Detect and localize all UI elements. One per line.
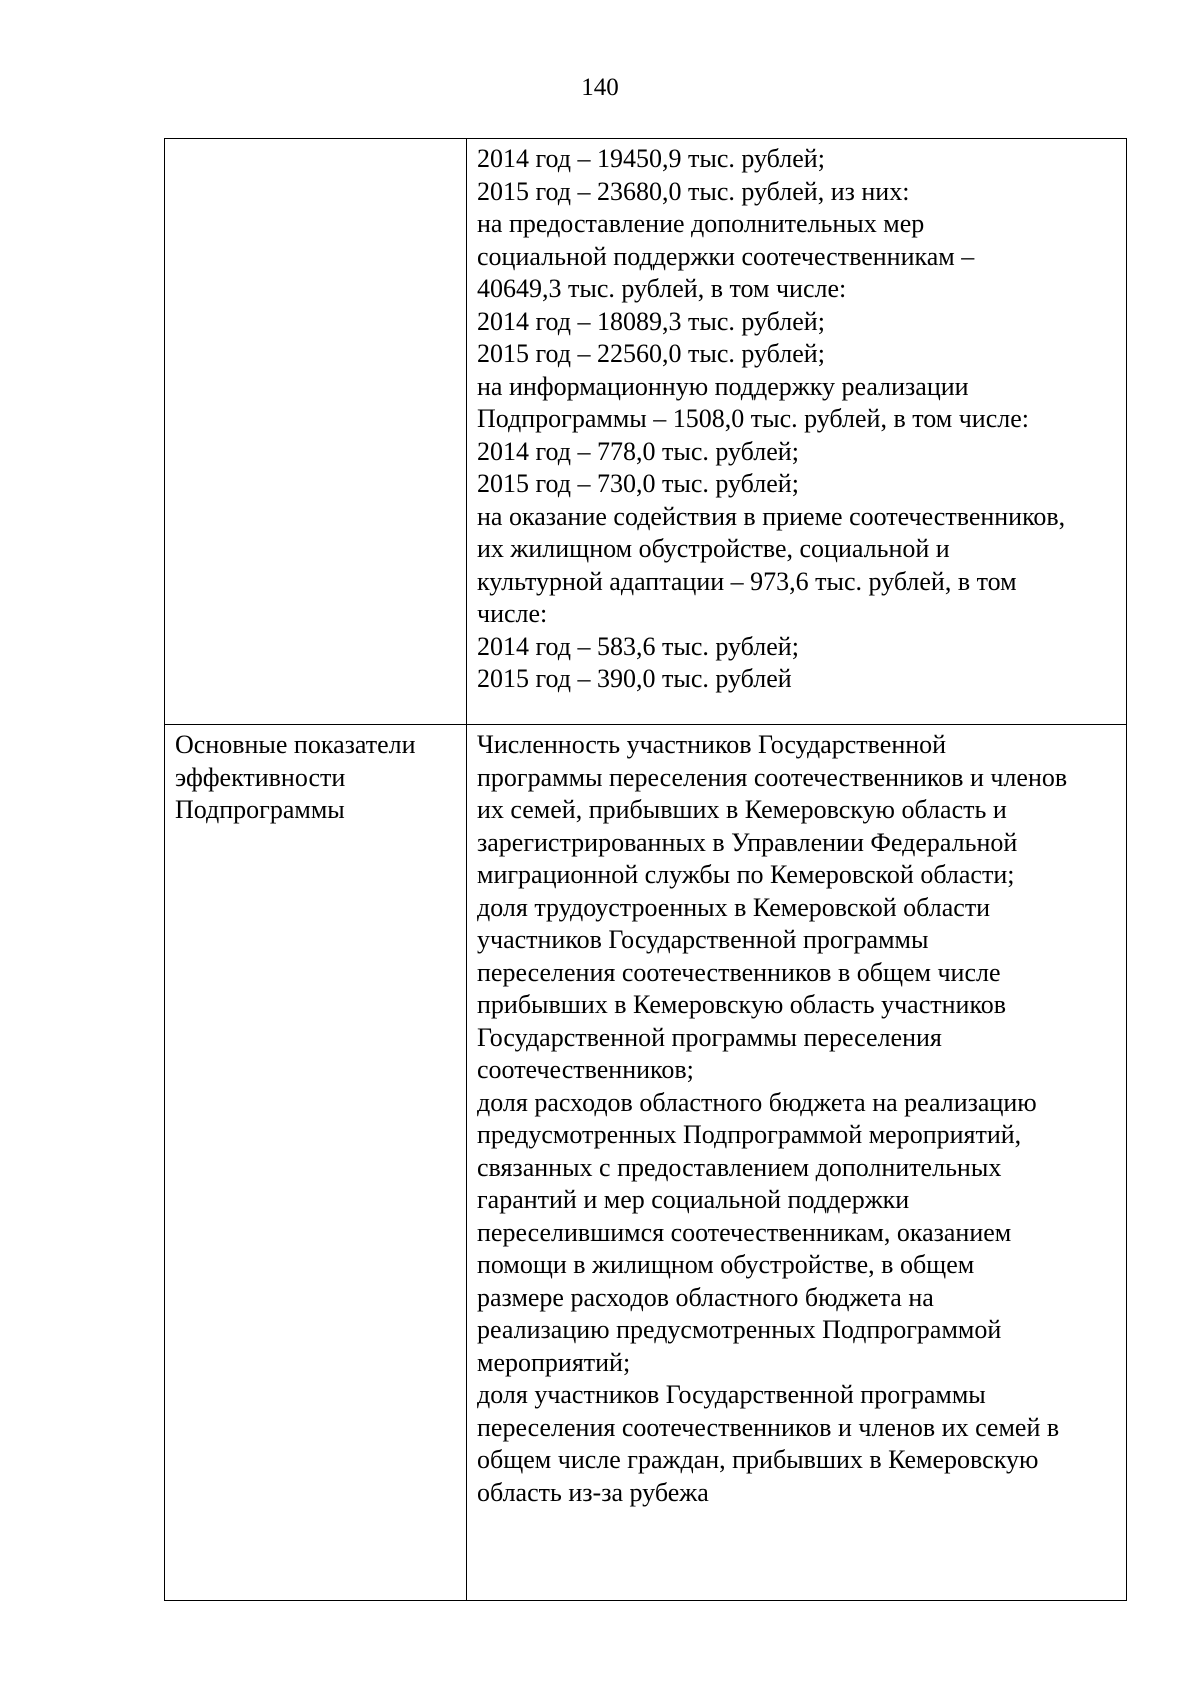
text-line: связанных с предоставлением дополнительных (477, 1152, 1002, 1182)
text-line: эффективности (175, 762, 346, 792)
text-line: область из-за рубежа (477, 1477, 709, 1507)
text-line: 2014 год – 19450,9 тыс. рублей; (477, 144, 825, 173)
text-line: 2014 год – 583,6 тыс. рублей; (477, 631, 799, 661)
text-line: их семей, прибывших в Кемеровскую область и (477, 795, 1007, 824)
text-line: переселившимся соотечественникам, оказанием (477, 1217, 1012, 1247)
text-line: соотечественников; (477, 1055, 694, 1084)
text-line: участников Государственной программы (477, 925, 929, 954)
indicators-label-cell (165, 725, 467, 1601)
text-line: их жилищном обустройстве, социальной и (477, 534, 950, 563)
funding-label-cell (165, 139, 467, 725)
text-line: прибывших в Кемеровскую область участников (477, 990, 1007, 1019)
table-row-indicators (165, 725, 1127, 1601)
text-line: социальной поддержки соотечественникам – (477, 241, 975, 271)
text-line: зарегистрированных в Управлении Федеральной (477, 827, 1018, 857)
text-line: 2015 год – 730,0 тыс. рублей; (477, 469, 799, 498)
text-line: Подпрограммы (175, 795, 345, 824)
text-line: помощи в жилищном обустройстве, в общем (477, 1250, 975, 1279)
text-line: 2014 год – 778,0 тыс. рублей; (477, 436, 799, 466)
text-line: переселения соотечественников и членов их семей в (477, 1412, 1060, 1442)
text-line: Государственной программы переселения (477, 1022, 942, 1052)
text-line: гарантий и мер социальной поддержки (477, 1185, 910, 1214)
text-line: на предоставление дополнительных мер (477, 209, 925, 238)
text-line: Численность участников Государственной (477, 730, 947, 759)
text-line: Основные показатели (175, 730, 416, 759)
text-line: миграционной службы по Кемеровской области; (477, 860, 1015, 889)
text-line: Подпрограммы – 1508,0 тыс. рублей, в том числе: (477, 404, 1029, 433)
program-passport-table (164, 138, 1127, 1601)
text-line: доля трудоустроенных в Кемеровской области (477, 892, 991, 922)
indicators-value-cell (467, 725, 1127, 1601)
text-line: 2015 год – 23680,0 тыс. рублей, из них: (477, 176, 910, 206)
text-line: предусмотренных Подпрограммой мероприятий, (477, 1120, 1022, 1149)
text-line: культурной адаптации – 973,6 тыс. рублей, в том (477, 566, 1017, 596)
text-line: 40649,3 тыс. рублей, в том числе: (477, 274, 847, 303)
text-line: на информационную поддержку реализации (477, 371, 969, 401)
text-line: реализацию предусмотренных Подпрограммой (477, 1315, 1002, 1344)
text-line: 2015 год – 390,0 тыс. рублей (477, 664, 792, 693)
page-number: 140 (581, 74, 619, 101)
table-row-funding (165, 139, 1127, 725)
text-line: 2014 год – 18089,3 тыс. рублей; (477, 306, 825, 336)
text-line: общем числе граждан, прибывших в Кемеровскую (477, 1445, 1039, 1474)
text-line: на оказание содействия в приеме соотечественников, (477, 501, 1066, 531)
text-line: переселения соотечественников в общем числе (477, 957, 1001, 987)
text-line: доля расходов областного бюджета на реализацию (477, 1087, 1037, 1117)
text-line: числе: (477, 599, 548, 628)
text-line: 2015 год – 22560,0 тыс. рублей; (477, 339, 825, 368)
text-line: доля участников Государственной программы (477, 1380, 986, 1409)
text-line: размере расходов областного бюджета на (477, 1282, 934, 1312)
text-line: мероприятий; (477, 1347, 631, 1377)
funding-value-cell (467, 139, 1127, 725)
text-line: программы переселения соотечественников и членов (477, 762, 1068, 792)
